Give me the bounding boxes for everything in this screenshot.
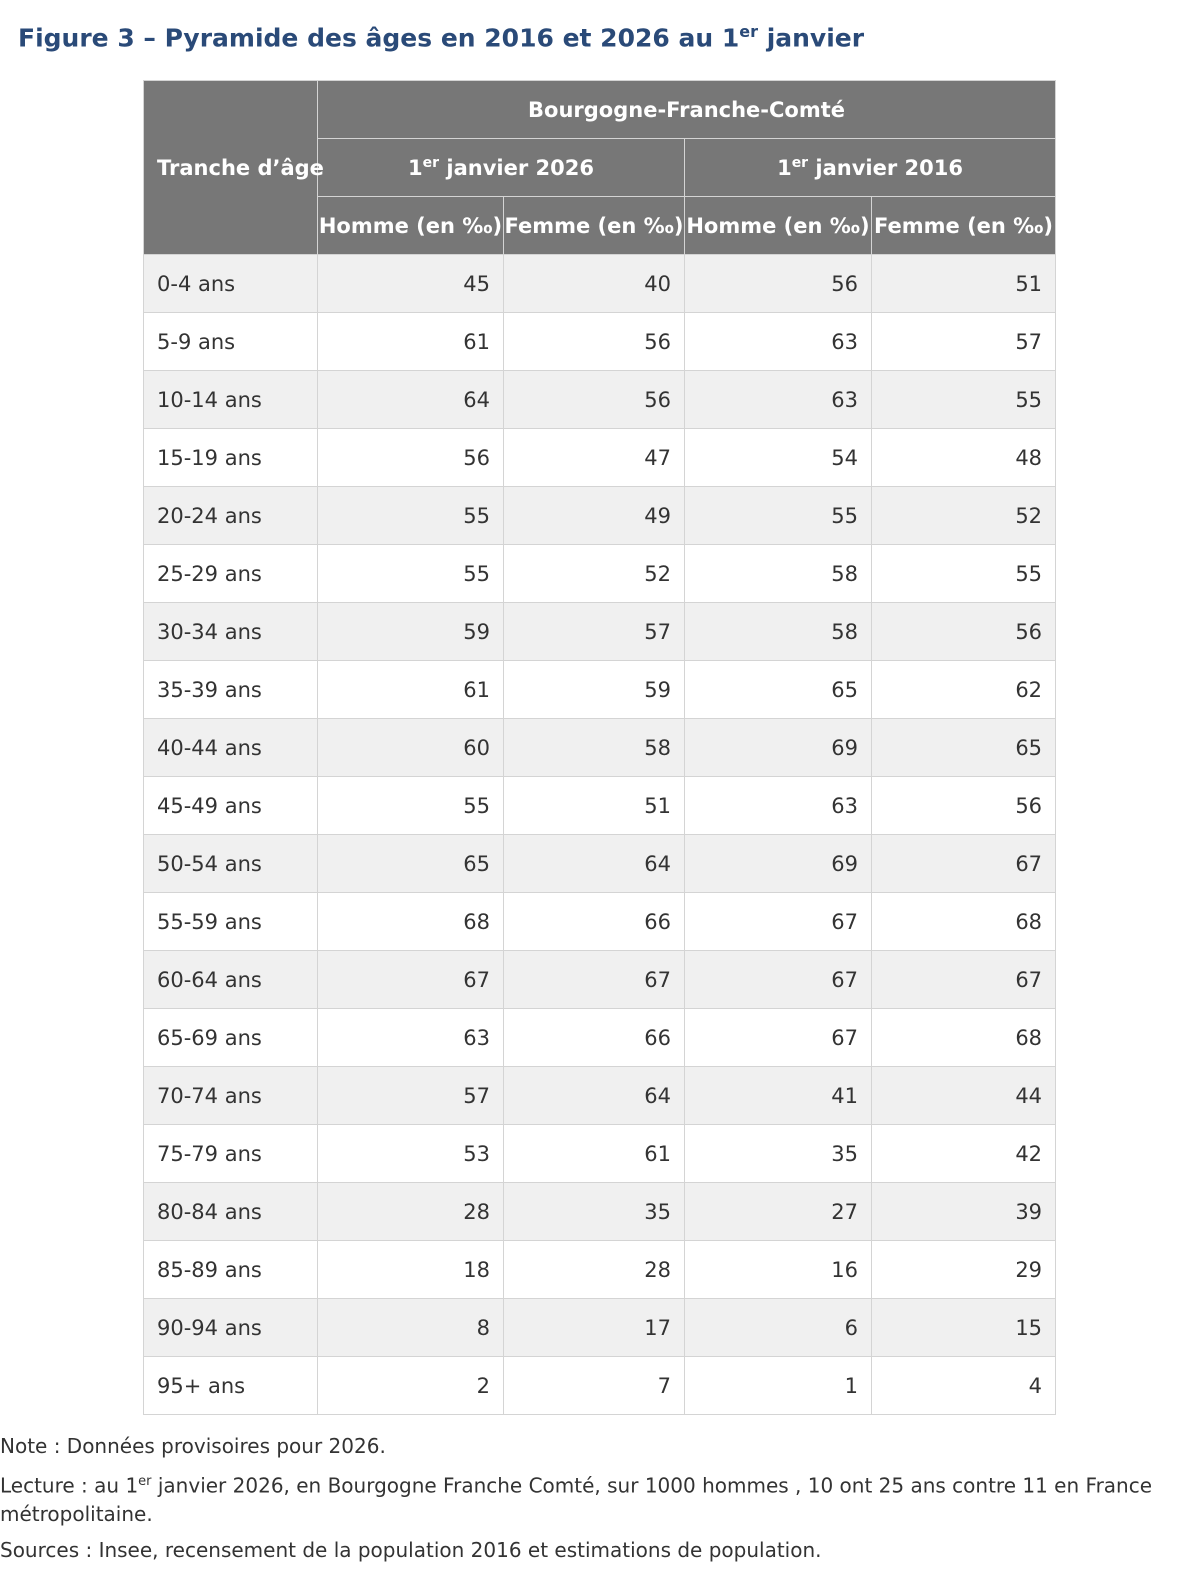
age-cell: 20-24 ans — [144, 487, 318, 545]
homme-2026-cell: 8 — [318, 1299, 504, 1357]
homme-2026-cell: 63 — [318, 1009, 504, 1067]
femme-2026-cell: 7 — [504, 1357, 685, 1415]
table-row — [144, 719, 1056, 777]
homme-2026-header: Homme (en ‰) — [318, 197, 504, 255]
figure-title-suffix: janvier — [757, 23, 865, 53]
table-row — [144, 1299, 1056, 1357]
femme-2026-cell: 64 — [504, 1067, 685, 1125]
notes-section — [0, 1432, 1195, 1572]
femme-2026-cell: 67 — [504, 951, 685, 1009]
table-row — [144, 603, 1056, 661]
femme-2016-cell: 51 — [872, 255, 1056, 313]
homme-2026-cell: 28 — [318, 1183, 504, 1241]
homme-2016-cell: 67 — [685, 893, 872, 951]
femme-2026-header: Femme (en ‰) — [504, 197, 685, 255]
age-cell: 45-49 ans — [144, 777, 318, 835]
sources-text: Sources : Insee, recensement de la population 2016 et estimations de population. — [0, 1537, 822, 1562]
table-row — [144, 255, 1056, 313]
figure-title — [18, 22, 864, 52]
femme-2026-cell: 47 — [504, 429, 685, 487]
table-row — [144, 429, 1056, 487]
homme-2016-cell: 69 — [685, 835, 872, 893]
homme-2026-cell: 55 — [318, 545, 504, 603]
femme-2016-cell: 65 — [872, 719, 1056, 777]
femme-2026-cell: 59 — [504, 661, 685, 719]
period-2026-header — [318, 139, 685, 197]
age-cell: 10-14 ans — [144, 371, 318, 429]
femme-2016-cell: 52 — [872, 487, 1056, 545]
homme-2016-cell: 67 — [685, 1009, 872, 1067]
femme-2016-cell: 68 — [872, 1009, 1056, 1067]
femme-2016-cell: 44 — [872, 1067, 1056, 1125]
femme-2026-cell: 56 — [504, 313, 685, 371]
homme-2026-cell: 18 — [318, 1241, 504, 1299]
femme-2026-cell: 17 — [504, 1299, 685, 1357]
table-body — [144, 255, 1056, 1415]
table-row — [144, 835, 1056, 893]
table-row — [144, 1125, 1056, 1183]
age-cell: 60-64 ans — [144, 951, 318, 1009]
femme-2016-cell: 42 — [872, 1125, 1056, 1183]
lecture-sup: er — [138, 1474, 152, 1489]
homme-2016-cell: 27 — [685, 1183, 872, 1241]
homme-2016-cell: 1 — [685, 1357, 872, 1415]
age-cell: 80-84 ans — [144, 1183, 318, 1241]
homme-2026-cell: 53 — [318, 1125, 504, 1183]
table-header — [144, 81, 1056, 255]
femme-2026-cell: 58 — [504, 719, 685, 777]
femme-2016-header: Femme (en ‰) — [872, 197, 1056, 255]
femme-2016-cell: 67 — [872, 951, 1056, 1009]
note-text: Note : Données provisoires pour 2026. — [0, 1434, 386, 1458]
homme-2016-cell: 56 — [685, 255, 872, 313]
femme-2026-cell: 28 — [504, 1241, 685, 1299]
homme-2026-cell: 60 — [318, 719, 504, 777]
homme-2016-cell: 63 — [685, 777, 872, 835]
femme-2016-cell: 48 — [872, 429, 1056, 487]
homme-2026-cell: 65 — [318, 835, 504, 893]
age-cell: 65-69 ans — [144, 1009, 318, 1067]
lecture-suffix: janvier 2026, en Bourgogne Franche Comté, sur 1000 hommes , 10 ont 25 ans contre 11 en France métropolitaine. — [0, 1473, 1153, 1526]
femme-2026-cell: 64 — [504, 835, 685, 893]
age-cell: 0-4 ans — [144, 255, 318, 313]
femme-2026-cell: 52 — [504, 545, 685, 603]
period-2016-header — [685, 139, 1056, 197]
period-2016-prefix: 1 — [777, 156, 792, 180]
table-row — [144, 951, 1056, 1009]
age-cell: 85-89 ans — [144, 1241, 318, 1299]
table-row — [144, 1067, 1056, 1125]
homme-2016-cell: 67 — [685, 951, 872, 1009]
table-row — [144, 661, 1056, 719]
homme-2016-cell: 16 — [685, 1241, 872, 1299]
femme-2016-cell: 15 — [872, 1299, 1056, 1357]
femme-2026-cell: 66 — [504, 893, 685, 951]
homme-2026-cell: 55 — [318, 487, 504, 545]
age-cell: 40-44 ans — [144, 719, 318, 777]
femme-2016-cell: 55 — [872, 545, 1056, 603]
homme-2016-header: Homme (en ‰) — [685, 197, 872, 255]
period-2026-prefix: 1 — [408, 156, 423, 180]
period-2026-suffix: janvier 2026 — [439, 156, 594, 180]
age-cell: 50-54 ans — [144, 835, 318, 893]
age-cell: 30-34 ans — [144, 603, 318, 661]
table-row — [144, 545, 1056, 603]
femme-2026-cell: 51 — [504, 777, 685, 835]
table-row — [144, 1241, 1056, 1299]
femme-2026-cell: 35 — [504, 1183, 685, 1241]
femme-2016-cell: 62 — [872, 661, 1056, 719]
femme-2016-cell: 67 — [872, 835, 1056, 893]
femme-2026-cell: 40 — [504, 255, 685, 313]
homme-2016-cell: 58 — [685, 603, 872, 661]
femme-2026-cell: 66 — [504, 1009, 685, 1067]
table-row — [144, 313, 1056, 371]
homme-2026-cell: 67 — [318, 951, 504, 1009]
lecture-text — [0, 1468, 1195, 1528]
femme-2016-cell: 56 — [872, 603, 1056, 661]
table-row — [144, 893, 1056, 951]
homme-2026-cell: 68 — [318, 893, 504, 951]
homme-2026-cell: 59 — [318, 603, 504, 661]
age-cell: 15-19 ans — [144, 429, 318, 487]
femme-2016-cell: 39 — [872, 1183, 1056, 1241]
table-row — [144, 1183, 1056, 1241]
homme-2026-cell: 64 — [318, 371, 504, 429]
femme-2026-cell: 49 — [504, 487, 685, 545]
homme-2026-cell: 55 — [318, 777, 504, 835]
femme-2016-cell: 29 — [872, 1241, 1056, 1299]
age-cell: 25-29 ans — [144, 545, 318, 603]
period-2016-suffix: janvier 2016 — [808, 156, 963, 180]
homme-2016-cell: 69 — [685, 719, 872, 777]
femme-2016-cell: 4 — [872, 1357, 1056, 1415]
femme-2026-cell: 61 — [504, 1125, 685, 1183]
header-row-region — [144, 81, 1056, 139]
homme-2016-cell: 58 — [685, 545, 872, 603]
figure-title-sup: er — [739, 22, 758, 41]
age-cell: 70-74 ans — [144, 1067, 318, 1125]
femme-2026-cell: 56 — [504, 371, 685, 429]
homme-2016-cell: 65 — [685, 661, 872, 719]
age-pyramid-table — [143, 80, 1056, 1415]
homme-2016-cell: 41 — [685, 1067, 872, 1125]
lecture-prefix: Lecture : au 1 — [0, 1473, 139, 1498]
region-header: Bourgogne-Franche-Comté — [318, 81, 1056, 139]
homme-2016-cell: 55 — [685, 487, 872, 545]
age-cell: 75-79 ans — [144, 1125, 318, 1183]
table-row — [144, 777, 1056, 835]
femme-2026-cell: 57 — [504, 603, 685, 661]
homme-2016-cell: 63 — [685, 313, 872, 371]
age-cell: 95+ ans — [144, 1357, 318, 1415]
age-cell: 35-39 ans — [144, 661, 318, 719]
homme-2016-cell: 6 — [685, 1299, 872, 1357]
homme-2026-cell: 61 — [318, 313, 504, 371]
femme-2016-cell: 55 — [872, 371, 1056, 429]
age-cell: 55-59 ans — [144, 893, 318, 951]
period-2016-sup: er — [791, 155, 809, 171]
table-row — [144, 1009, 1056, 1067]
age-cell: 90-94 ans — [144, 1299, 318, 1357]
homme-2016-cell: 63 — [685, 371, 872, 429]
homme-2016-cell: 54 — [685, 429, 872, 487]
table-row — [144, 1357, 1056, 1415]
homme-2026-cell: 61 — [318, 661, 504, 719]
age-cell: 5-9 ans — [144, 313, 318, 371]
homme-2026-cell: 57 — [318, 1067, 504, 1125]
age-group-header: Tranche d’âge — [144, 81, 318, 255]
femme-2016-cell: 57 — [872, 313, 1056, 371]
homme-2026-cell: 45 — [318, 255, 504, 313]
femme-2016-cell: 68 — [872, 893, 1056, 951]
homme-2026-cell: 2 — [318, 1357, 504, 1415]
femme-2016-cell: 56 — [872, 777, 1056, 835]
table-row — [144, 371, 1056, 429]
table-row — [144, 487, 1056, 545]
figure-title-prefix: Figure 3 – Pyramide des âges en 2016 et 2026 au 1 — [18, 23, 740, 53]
period-2026-sup: er — [422, 155, 440, 171]
homme-2026-cell: 56 — [318, 429, 504, 487]
homme-2016-cell: 35 — [685, 1125, 872, 1183]
